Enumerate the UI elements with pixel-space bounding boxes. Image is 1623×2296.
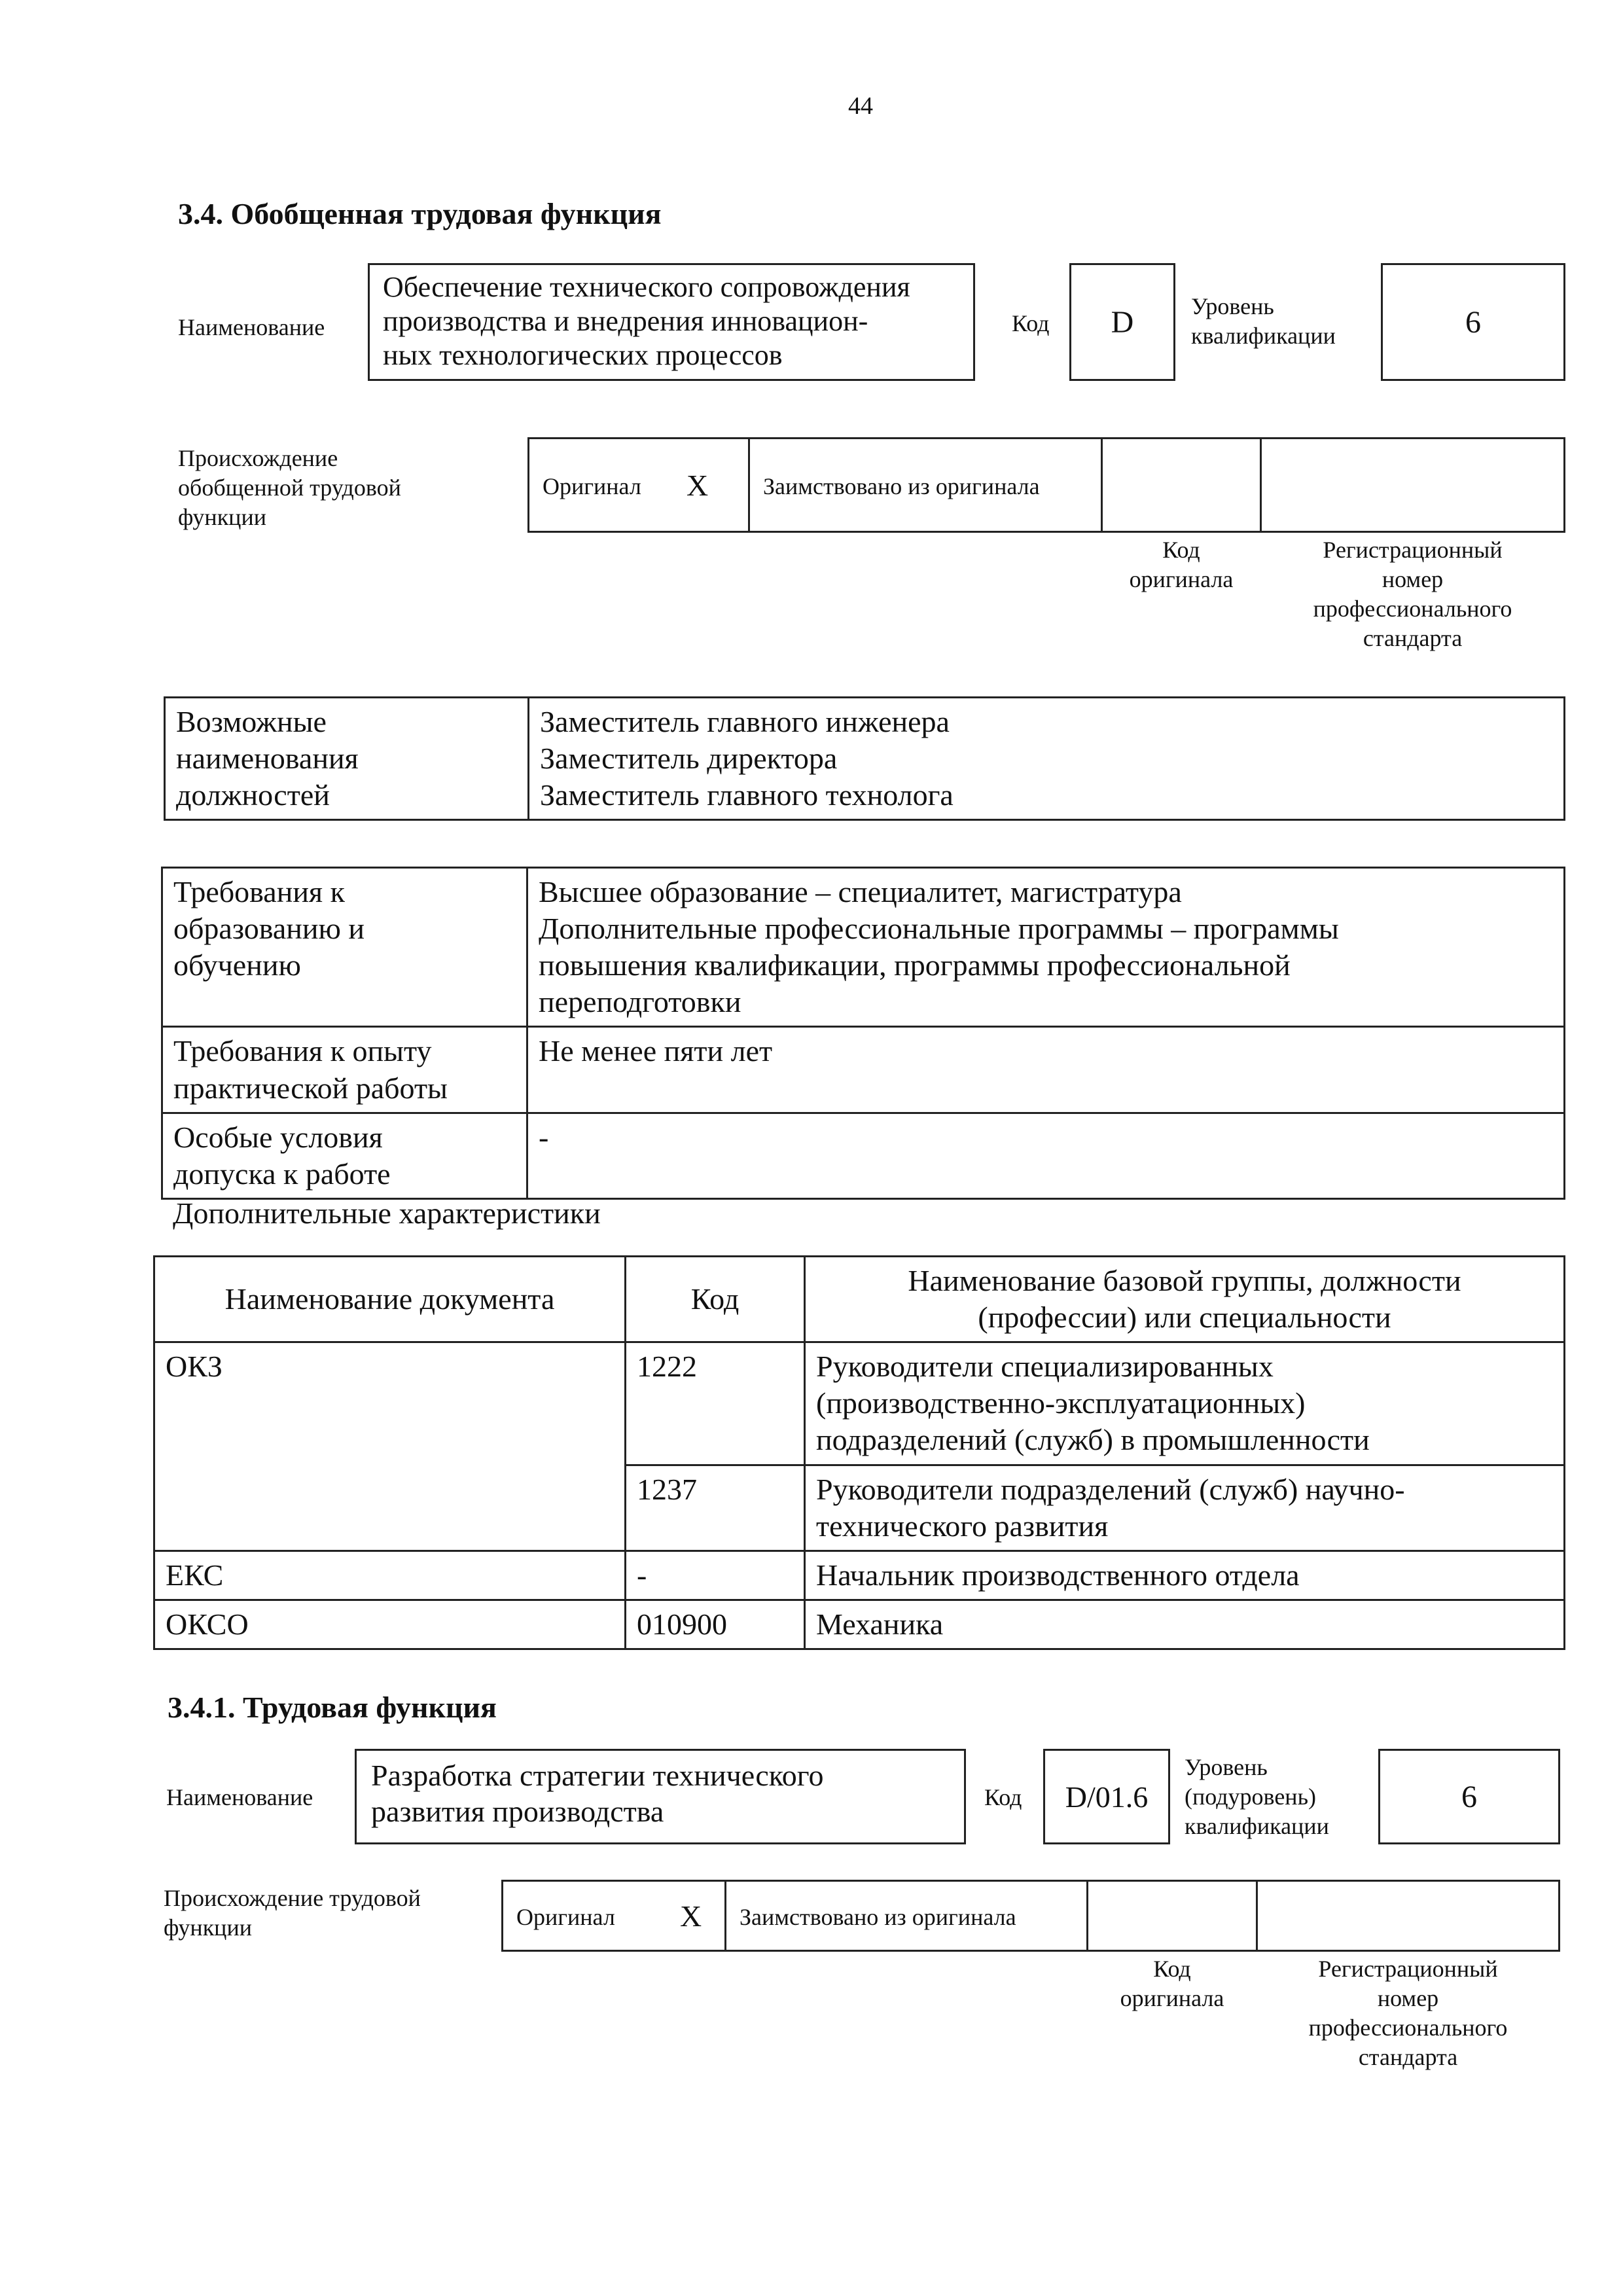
requirement-label-line: образованию и [173,912,365,946]
original-label: Оригинал [543,473,641,499]
header-name [805,1257,1565,1342]
code-cell: - [626,1551,805,1600]
requirement-value-line: повышения квалификации, программы профессиональной [539,948,1291,982]
page-number: 44 [848,92,873,120]
name-line: Механика [816,1607,944,1641]
level-label-line: квалификации [1185,1813,1329,1839]
special-conditions-value-cell [527,1113,1565,1198]
requirement-value-line: Не менее пяти лет [539,1034,773,1068]
requirement-value-line: - [539,1120,549,1154]
caption-line: оригинала [1120,1985,1224,2011]
caption-line: профессионального [1308,2015,1508,2041]
requirement-value-line: Высшее образование – специалитет, магистратура [539,875,1182,908]
doc-cell: ОКЗ [154,1342,626,1551]
labor-origin-original-cell [501,1880,726,1952]
additional-table [153,1255,1565,1650]
level-label [1191,292,1336,351]
requirement-label-line: обучению [173,948,301,982]
labor-name-line: развития производства [371,1795,664,1829]
position-name: Заместитель главного технолога [540,778,954,812]
function-name-line: ных технологических процессов [383,338,783,371]
section-title-generalized: 3.4. Обобщенная трудовая функция [178,197,662,230]
table-row [162,1027,1565,1113]
position-name: Заместитель главного инженера [540,705,950,738]
requirement-value-line: переподготовки [539,985,741,1019]
positions-label-line: наименования [176,742,359,776]
origin-label-line: функции [178,504,266,530]
section-title-labor: 3.4.1. Трудовая функция [168,1691,497,1724]
level-label-line: (подуровень) [1185,1784,1316,1810]
header-doc: Наименование документа [154,1257,626,1342]
labor-origin-label [164,1884,421,1943]
position-name: Заместитель директора [540,742,838,776]
positions-label-line: должностей [176,778,330,812]
positions-label-cell [165,698,529,820]
education-label-cell [162,868,527,1027]
labor-origin-reg-cell [1256,1880,1560,1952]
code-cell: 1222 [626,1342,805,1465]
origin-label-line: функции [164,1914,252,1941]
requirement-label-line: Требования к [173,875,345,908]
level-label-line: квалификации [1191,323,1336,349]
caption-line: Регистрационный [1323,537,1503,563]
name-label: Наименование [178,314,325,340]
name-line: технического развития [816,1509,1109,1543]
code-label: Код [1012,310,1050,336]
labor-origin-code-cell [1086,1880,1258,1952]
labor-name-line: Разработка стратегии технического [371,1759,824,1792]
borrowed-label: Заимствовано из оригинала [763,473,1040,499]
caption-line: стандарта [1358,2044,1458,2070]
name-line: Начальник производственного отдела [816,1558,1300,1592]
level-label-line: Уровень [1185,1754,1268,1780]
function-name-line: Обеспечение технического сопровождения [383,271,910,303]
table-header-row [154,1257,1565,1342]
caption-line: профессионального [1313,596,1512,622]
table-row [154,1600,1565,1649]
caption-line: Код [1162,537,1200,563]
labor-name-label: Наименование [166,1784,313,1810]
table-row [154,1551,1565,1600]
doc-cell: ОКСО [154,1600,626,1649]
name-cell [805,1342,1565,1465]
original-label: Оригинал [516,1904,615,1930]
borrowed-label: Заимствовано из оригинала [740,1904,1016,1930]
labor-name-box [355,1749,966,1844]
name-cell [805,1600,1565,1649]
additional-title: Дополнительные характеристики [173,1196,601,1230]
origin-code-cell [1101,437,1262,533]
function-name-line: производства и внедрения инновацион- [383,304,868,337]
caption-line: номер [1377,1985,1439,2011]
original-mark: X [687,469,709,502]
origin-reg-cell [1260,437,1565,533]
table-row [162,868,1565,1027]
labor-level-box [1378,1749,1560,1844]
name-line: Руководители специализированных [816,1350,1274,1384]
positions-table [164,696,1565,821]
labor-reg-number-caption [1256,1954,1560,2072]
requirement-label-line: Особые условия [173,1120,383,1154]
header-code: Код [626,1257,805,1342]
level-label-line: Уровень [1191,293,1274,319]
name-line: подразделений (служб) в промышленности [816,1423,1370,1457]
experience-label-cell [162,1027,527,1113]
level-value: 6 [1465,304,1481,340]
function-name-box [368,263,975,381]
code-value-box [1069,263,1175,381]
level-value-box [1381,263,1565,381]
origin-label-line: Происхождение трудовой [164,1885,421,1911]
doc-cell: ЕКС [154,1551,626,1600]
name-line: Руководители подразделений (служб) научно- [816,1472,1405,1506]
labor-code-label: Код [984,1784,1022,1810]
requirement-label-line: практической работы [173,1071,448,1105]
name-cell [805,1465,1565,1551]
labor-origin-borrowed-cell [724,1880,1088,1952]
origin-label-line: Происхождение [178,445,338,471]
positions-label-line: Возможные [176,705,327,738]
labor-code-box [1043,1749,1170,1844]
code-cell: 010900 [626,1600,805,1649]
code-value: D [1111,304,1134,340]
table-row [154,1342,1565,1465]
requirement-label-line: Требования к опыту [173,1034,432,1068]
requirement-label-line: допуска к работе [173,1157,391,1191]
caption-line: Регистрационный [1318,1956,1498,1982]
original-mark: X [680,1899,702,1933]
labor-level-value: 6 [1461,1779,1477,1814]
special-conditions-label-cell [162,1113,527,1198]
table-row [162,1113,1565,1198]
reg-number-caption [1260,535,1565,653]
caption-line: стандарта [1363,625,1463,651]
origin-label [178,444,401,532]
caption-line: оригинала [1129,566,1234,592]
origin-label-line: обобщенной трудовой [178,475,401,501]
education-value-cell [527,868,1565,1027]
labor-code-value: D/01.6 [1065,1780,1149,1814]
requirements-table [161,867,1565,1200]
positions-values-cell [529,698,1565,820]
name-cell [805,1551,1565,1600]
original-code-caption [1101,535,1262,594]
requirement-value-line: Дополнительные профессиональные программы – программы [539,912,1339,946]
caption-line: Код [1153,1956,1191,1982]
table-row [165,698,1565,820]
header-name-line: Наименование базовой группы, должности [908,1264,1461,1297]
labor-original-code-caption [1086,1954,1258,2013]
experience-value-cell [527,1027,1565,1113]
origin-original-cell [527,437,750,533]
header-name-line: (профессии) или специальности [978,1300,1391,1335]
caption-line: номер [1382,566,1444,592]
labor-level-label [1185,1753,1329,1841]
code-cell: 1237 [626,1465,805,1551]
origin-borrowed-cell [748,437,1103,533]
name-line: (производственно-эксплуатационных) [816,1386,1306,1420]
